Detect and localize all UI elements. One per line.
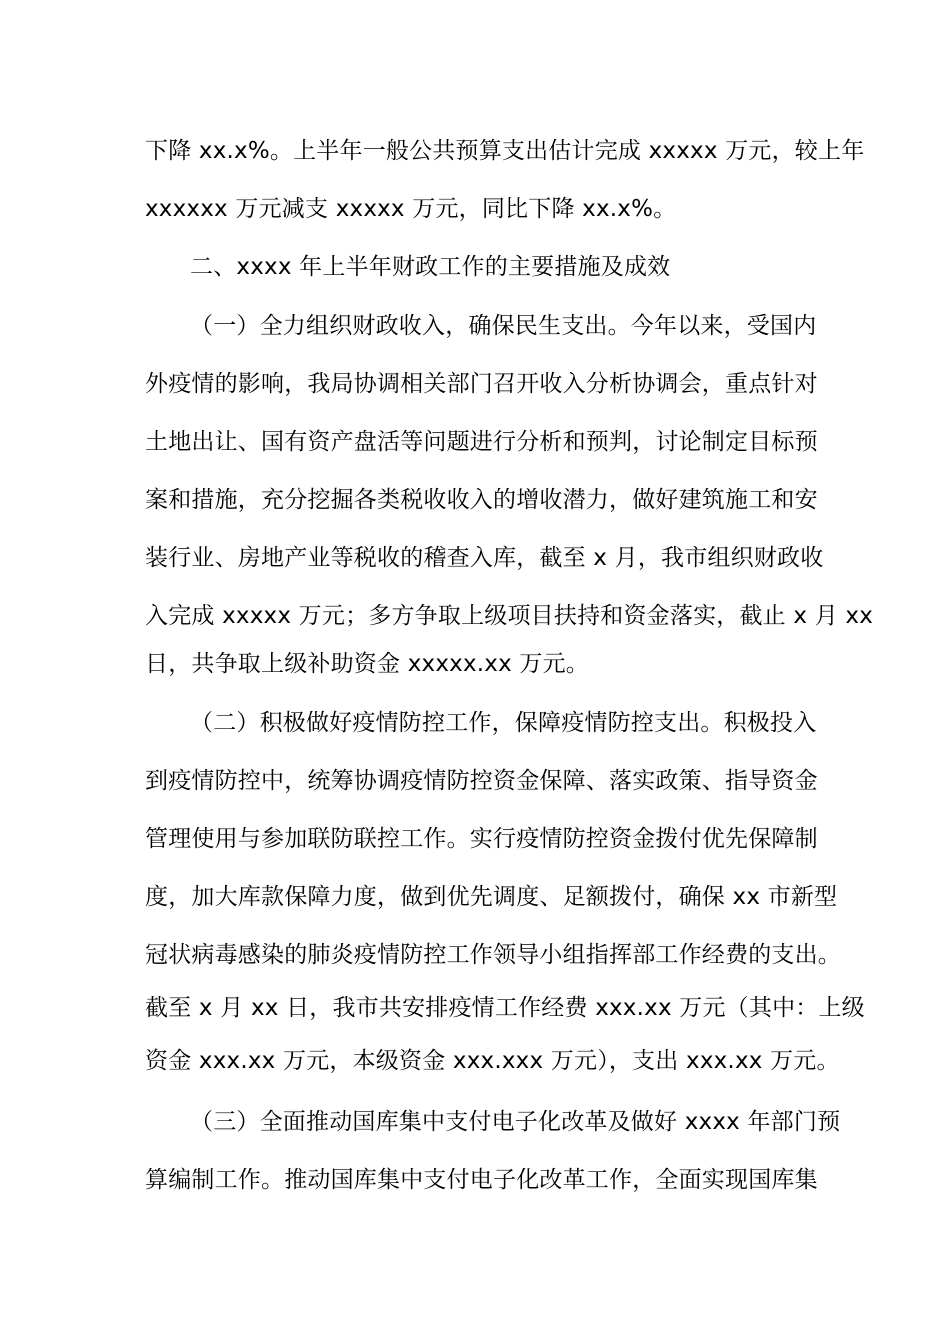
body-text-line: 度，加大库款保障力度，做到优先调度、足额拨付，确保 xx 市新型 bbox=[145, 884, 838, 910]
body-text-line: 资金 xxx.xx 万元，本级资金 xxx.xxx 万元），支出 xxx.xx 万元。 bbox=[145, 1048, 840, 1074]
section-heading: 二、xxxx 年上半年财政工作的主要措施及成效 bbox=[190, 254, 671, 280]
body-text-line: 案和措施，充分挖掘各类税收收入的增收潜力，做好建筑施工和安 bbox=[145, 487, 818, 513]
body-text-line: 土地出让、国有资产盘活等问题进行分析和预判，讨论制定目标预 bbox=[145, 429, 818, 455]
body-text-line: 下降 xx.x%。上半年一般公共预算支出估计完成 xxxxx 万元，较上年 bbox=[145, 138, 865, 164]
body-text-line: 到疫情防控中，统筹协调疫情防控资金保障、落实政策、指导资金 bbox=[145, 768, 818, 794]
body-text-line: 入完成 xxxxx 万元；多方争取上级项目扶持和资金落实，截止 x 月 xx bbox=[145, 603, 874, 629]
paragraph-start-line: （一）全力组织财政收入，确保民生支出。今年以来，受国内 bbox=[190, 313, 817, 339]
body-text-line: 截至 x 月 xx 日，我市共安排疫情工作经费 xxx.xx 万元（其中：上级 bbox=[145, 995, 865, 1021]
body-text-line: 管理使用与参加联防联控工作。实行疫情防控资金拨付优先保障制 bbox=[145, 826, 818, 852]
body-text-line: 冠状病毒感染的肺炎疫情防控工作领导小组指挥部工作经费的支出。 bbox=[145, 942, 841, 968]
body-text-line: 装行业、房地产业等税收的稽查入库，截至 x 月，我市组织财政收 bbox=[145, 545, 824, 571]
body-text-line: 外疫情的影响，我局协调相关部门召开收入分析协调会，重点针对 bbox=[145, 371, 818, 397]
body-text-line: xxxxxx 万元减支 xxxxx 万元，同比下降 xx.x%。 bbox=[145, 196, 677, 222]
paragraph-start-line: （二）积极做好疫情防控工作，保障疫情防控支出。积极投入 bbox=[190, 710, 817, 736]
paragraph-start-line: （三）全面推动国库集中支付电子化改革及做好 xxxx 年部门预 bbox=[190, 1109, 841, 1135]
body-text-line: 日，共争取上级补助资金 xxxxx.xx 万元。 bbox=[145, 651, 590, 677]
body-text-line: 算编制工作。推动国库集中支付电子化改革工作，全面实现国库集 bbox=[145, 1167, 818, 1193]
